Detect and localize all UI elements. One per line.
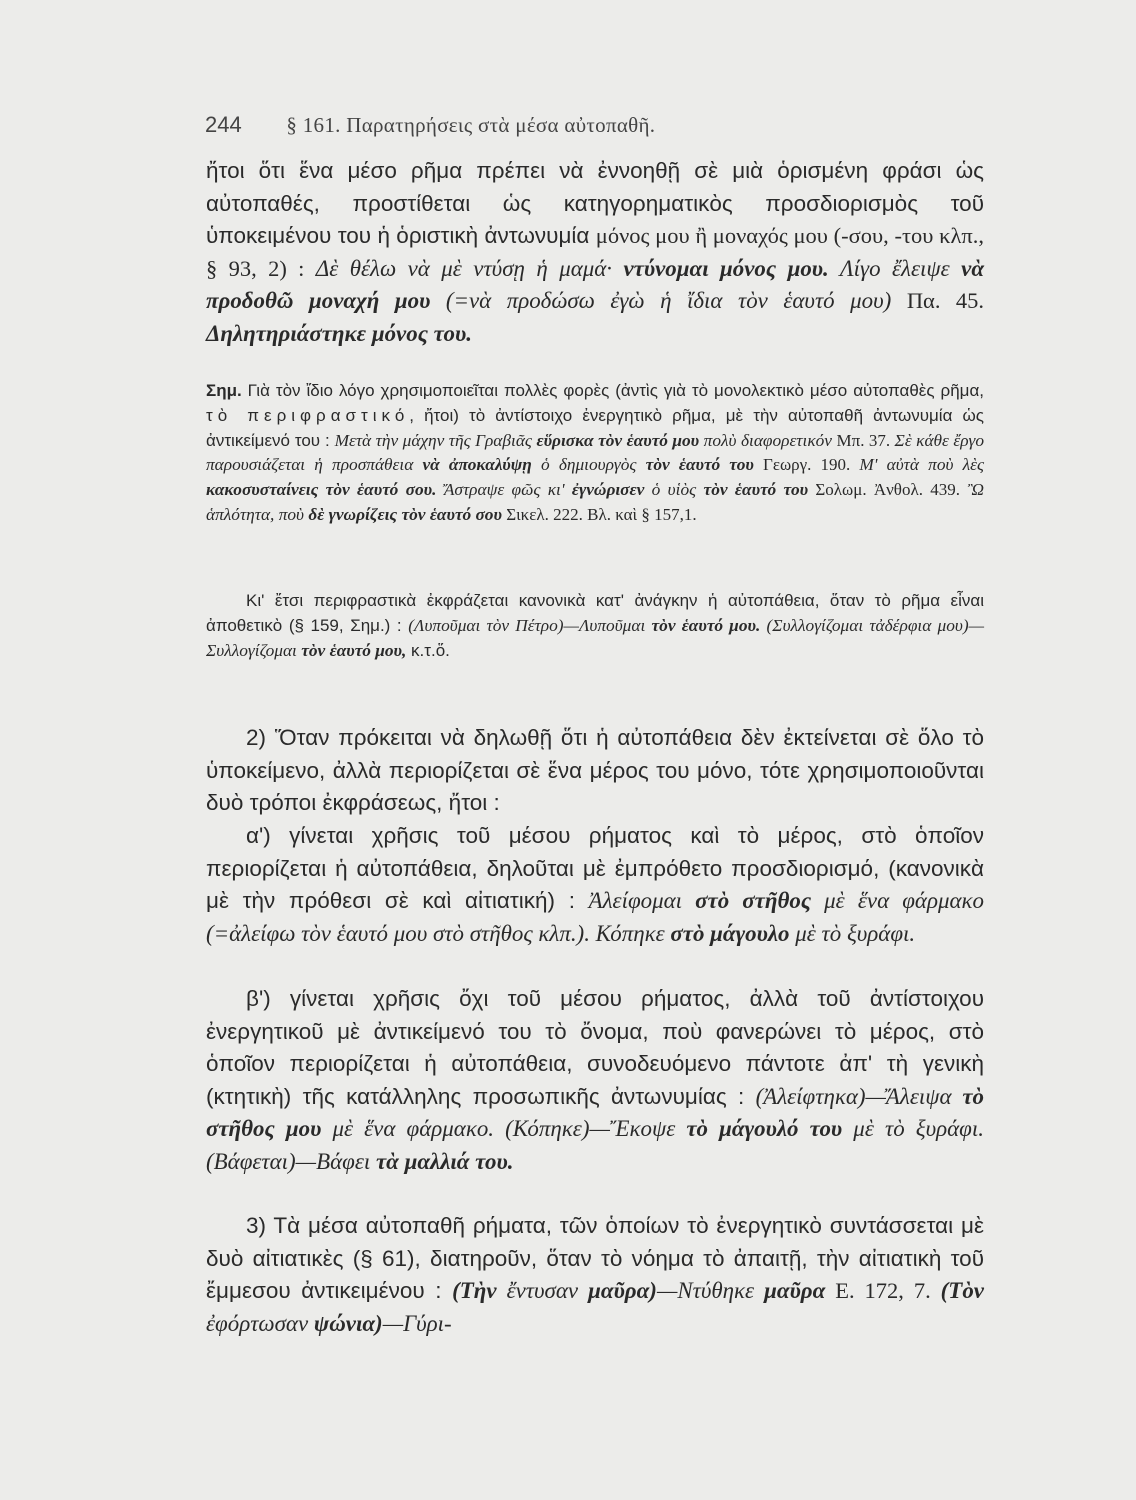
example-italic: ὁ υἱὸς xyxy=(644,480,704,500)
running-title: § 161. Παρατηρήσεις στὰ μέσα αὐτοπαθῆ. xyxy=(286,113,656,137)
text-run: , ἤτοι) τὸ ἀντίστοιχο ἐνεργητικὸ ρῆμα, μὲ τὴν αὐτοπαθῆ ἀντωνυμία ὡς ἀντικείμενό του : xyxy=(206,405,984,450)
example-bold: νὰ ἀποκαλύψῃ xyxy=(422,455,532,475)
text-run: κ.τ.ὅ. xyxy=(406,640,450,660)
example-bold: τὸ μάγουλό του xyxy=(686,1116,843,1141)
text-run: ἤτοι ὅτι ἕνα μέσο ρῆμα πρέπει νὰ ἐννοηθῇ σὲ μιὰ ὁρισμένη φράσι ὡς αὐτοπαθές, προστίθεται ὡς κατηγορηματικὸς προσδιορισμὸς τοῦ ὑποκειμένου του ἡ ὁριστικὴ ἀντωνυμία xyxy=(206,158,984,248)
example-bold: εὕρισκα τὸν ἑαυτό μου xyxy=(536,430,700,450)
example-italic: Ἀλείφομαι xyxy=(588,888,696,913)
example-bold: τὸ στῆθος μου xyxy=(206,1083,984,1141)
example-italic: πολὺ διαφορετικόν xyxy=(699,430,837,450)
example-bold: τὸν ἑαυτό μου. xyxy=(651,615,761,635)
paragraph-alpha xyxy=(206,820,984,950)
example-bold: τὸν ἑαυτό του xyxy=(703,480,809,500)
example-bold: τὸν ἑαυτό του xyxy=(645,455,754,475)
example-italic: (Συλλογίζομαι τἀδέρφια μου)—Συλλογίζομαι xyxy=(206,615,984,660)
text-run: Κι' ἔτσι περιφραστικὰ ἐκφράζεται κανονικὰ κατ' ἀνάγκην ἡ αὐτοπάθεια, ὅταν τὸ ρῆμα εἶναι ἀποθετικὸ (§ 159, Σημ.) : xyxy=(206,591,984,635)
text-run: Γιὰ τὸν ἴδιο λόγο χρησιμοποιεῖται πολλὲς φορὲς (ἀντὶς γιὰ τὸ μονολεκτικὸ μέσο αὐτοπαθὲς ρῆμα, xyxy=(241,381,984,400)
example-italic: Ἄστραψε φῶς κι' xyxy=(436,480,572,500)
example-italic: (Λυποῦμαι τὸν Πέτρο)—Λυποῦμαι xyxy=(408,615,652,635)
source-citation: Μπ. 37. xyxy=(836,430,895,450)
source-citation: Σικελ. 222. Βλ. καὶ § 157,1. xyxy=(501,504,697,524)
running-header xyxy=(205,112,965,138)
example-italic: ἐφόρτωσαν xyxy=(206,1310,314,1336)
paragraph-continuation xyxy=(206,155,984,350)
note-paragraph xyxy=(206,379,984,528)
example-bold: τὰ μαλλιά του. xyxy=(375,1148,514,1174)
example-bold: κακοσυσταίνεις τὸν ἑαυτό σου. xyxy=(206,480,437,500)
note-label: Σημ. xyxy=(206,381,242,400)
example-italic: —Γύρι- xyxy=(382,1310,452,1336)
example-italic: Ὢ ἁπλότητα, ποὺ xyxy=(206,480,984,524)
example-italic: (=νὰ προδώσω ἐγὼ ἡ ἴδια τὸν ἑαυτό μου) xyxy=(430,288,907,313)
spaced-term: τὸ περιφραστικό xyxy=(206,405,410,425)
example-bold: δὲ γνωρίζεις τὸν ἑαυτό σου xyxy=(308,504,502,524)
example-bold: μαῦρα) xyxy=(588,1278,657,1303)
example-bold: (Τὸν xyxy=(940,1278,984,1303)
example-bold: μαῦρα xyxy=(764,1278,826,1303)
example-bold: ντύνομαι μόνος μου. xyxy=(623,255,829,281)
text-run: α') γίνεται χρῆσις τοῦ μέσου ρήματος καὶ τὸ μέρος, στὸ ὁποῖον περιορίζεται ἡ αὐτοπάθεια, δηλοῦται μὲ ἐμπρόθετο προσδιορισμό, (κανονικὰ μὲ τὴν πρόθεσι σὲ καὶ αἰτιατική) : xyxy=(206,823,984,913)
example-bold: τὸν ἑαυτό μου, xyxy=(301,640,407,660)
example-italic: Λίγο ἔλειψε xyxy=(828,255,962,281)
paragraph-3 xyxy=(206,1210,984,1340)
source-citation: Ε. 172, 7. xyxy=(825,1278,941,1303)
paragraph-beta xyxy=(206,983,984,1178)
example-bold: Δηλητηριάστηκε μόνος του. xyxy=(206,320,472,346)
example-italic: (Ἀλείφτηκα)—Ἄλειψα xyxy=(755,1083,963,1109)
example-bold: νὰ προδοθῶ μοναχή μου xyxy=(206,255,985,313)
example-italic: μὲ τὸ ξυράφι. (Βάφεται)—Βάφει xyxy=(206,1116,984,1174)
source-citation: Γεωργ. 190. xyxy=(753,455,860,475)
example-italic: μὲ τὸ ξυράφι. xyxy=(789,920,916,946)
example-italic: Δὲ θέλω νὰ μὲ ντύσῃ ἡ μαμά· xyxy=(315,255,624,281)
example-bold: ἐγνώρισεν xyxy=(571,480,645,500)
example-italic: Σὲ κάθε ἔργο παρουσιάζεται ἡ προσπάθεια xyxy=(206,430,985,475)
example-italic: μὲ ἕνα φάρμακο (=ἀλείφω τὸν ἑαυτό μου στὸ στῆθος κλπ.). Κόπηκε xyxy=(206,888,984,946)
example-bold: στὸ στῆθος xyxy=(695,888,812,913)
example-italic: Μ' αὐτὰ ποὺ λὲς xyxy=(859,455,984,475)
example-italic: ὁ δημιουργὸς xyxy=(531,455,646,475)
text-run: β') γίνεται χρῆσις ὄχι τοῦ μέσου ρήματος, ἀλλὰ τοῦ ἀντίστοιχου ἐνεργητικοῦ μὲ ἀντικείμενό του τὸ ὄνομα, ποὺ φανερώνει τὸ μέρος, στὸ ὁποῖον περιορίζεται ἡ αὐτοπάθεια, συνοδευόμενο πάντοτε ἀπ' τὴ γενικὴ (κτητικὴ) τῆς κατάλληλης προσωπικῆς ἀντωνυμίας : xyxy=(206,986,984,1109)
example-bold: στὸ μάγουλο xyxy=(670,920,790,946)
text-run: 3) Τὰ μέσα αὐτοπαθῆ ρήματα, τῶν ὁποίων τὸ ἐνεργητικὸ συντάσσεται μὲ δυὸ αἰτιατικὲς (§ 61), διατηροῦν, ὅταν τὸ νόημα τὸ ἀπαιτῇ, τὴν αἰτιατικὴ τοῦ ἔμμεσου ἀντικειμένου : xyxy=(206,1213,984,1303)
source-citation: Σολωμ. Ἀνθολ. 439. xyxy=(808,480,968,500)
example-bold: ψώνια) xyxy=(313,1310,383,1336)
note-paragraph-2 xyxy=(206,589,984,663)
paragraph-2 xyxy=(206,722,984,820)
text-run: μόνος μου ἢ μοναχός μου (-σου, -του κλπ., § 93, 2) : xyxy=(206,223,984,281)
example-italic: μὲ ἕνα φάρμακο. (Κόπηκε)—Ἔκοψε xyxy=(321,1116,687,1141)
source-citation: Πα. 45. xyxy=(906,288,984,313)
example-italic: —Ντύθηκε xyxy=(656,1278,765,1303)
page-number: 244 xyxy=(205,112,242,137)
example-italic: ἔντυσαν xyxy=(496,1278,589,1303)
example-bold: (Τὴν xyxy=(452,1278,497,1303)
text-run: 2) Ὅταν πρόκειται νὰ δηλωθῇ ὅτι ἡ αὐτοπάθεια δὲν ἐκτείνεται σὲ ὅλο τὸ ὑποκείμενο, ἀλλὰ περιορίζεται σὲ ἕνα μέρος του μόνο, τότε χρησιμοποιοῦνται δυὸ τρόποι ἐκφράσεως, ἤτοι : xyxy=(206,725,984,815)
example-italic: Μετὰ τὴν μάχην τῆς Γραβιᾶς xyxy=(334,430,537,450)
